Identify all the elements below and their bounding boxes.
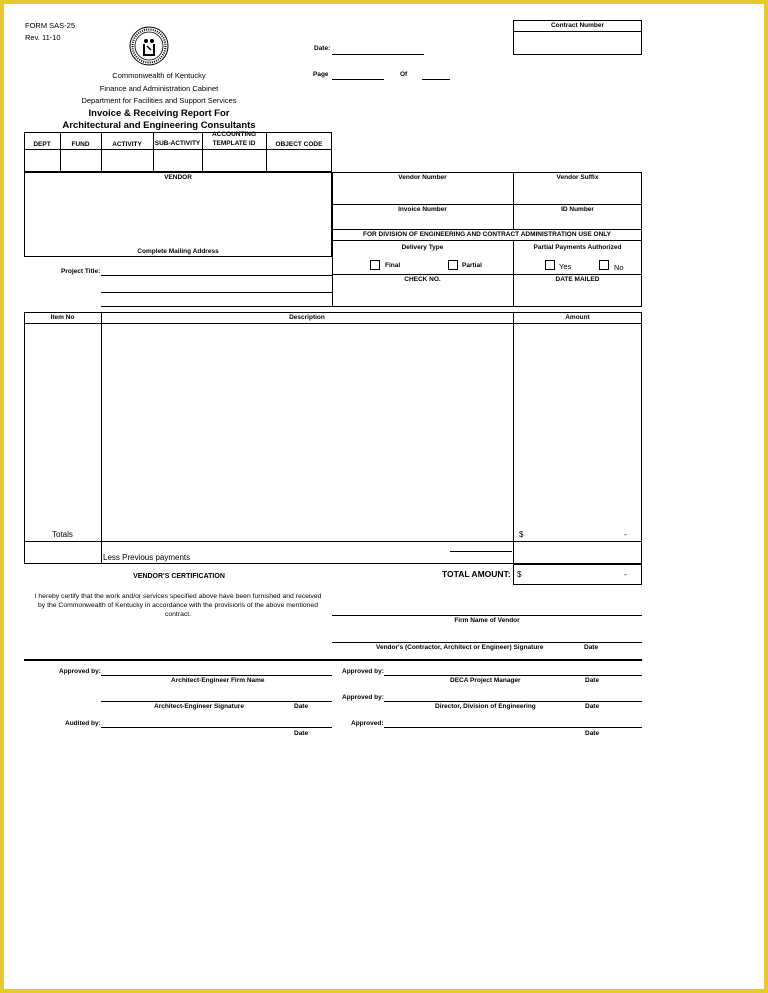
vendor-label: VENDOR <box>164 174 192 181</box>
fund-field[interactable] <box>61 150 101 172</box>
of-field[interactable] <box>422 79 450 80</box>
total-dollar: $ <box>517 570 522 579</box>
contract-number-divider <box>513 31 642 32</box>
totals-dollar: $ <box>519 530 524 539</box>
check-no-label: CHECK NO. <box>404 276 441 283</box>
item-no-column[interactable] <box>25 324 101 520</box>
total-amount-label: TOTAL AMOUNT: <box>442 569 511 579</box>
mailing-address-label: Complete Mailing Address <box>137 248 219 255</box>
form-title-line-2: Architectural and Engineering Consultants <box>62 120 256 131</box>
ae-firm-name-label: Architect-Engineer Firm Name <box>171 677 265 684</box>
total-amount-box[interactable] <box>513 564 642 585</box>
deca-manager-label: DECA Project Manager <box>450 677 521 684</box>
date-mailed-field[interactable] <box>514 284 642 307</box>
division-use-label: FOR DIVISION OF ENGINEERING AND CONTRACT ADMINISTRATION USE ONLY <box>363 231 611 238</box>
director-line[interactable] <box>384 701 642 702</box>
template-id-label-2: TEMPLATE ID <box>212 140 256 147</box>
less-previous-amount-field[interactable] <box>514 542 642 564</box>
object-code-field[interactable] <box>267 150 332 172</box>
form-page <box>4 4 764 989</box>
vendor-signature-date-label: Date <box>584 644 599 651</box>
audited-by-label: Audited by: <box>65 720 101 727</box>
form-revision: Rev. 11-10 <box>25 33 61 42</box>
page-label: Page <box>313 71 329 78</box>
kentucky-seal-icon <box>129 26 169 66</box>
approved-line[interactable] <box>384 727 642 728</box>
contract-number-label: Contract Number <box>550 22 605 29</box>
id-number-field[interactable] <box>514 214 642 229</box>
row-divider <box>101 541 102 564</box>
delivery-type-label: Delivery Type <box>401 244 444 251</box>
amount-column[interactable] <box>514 324 642 520</box>
header-line-3: Department for Facilities and Support Services <box>81 96 237 105</box>
certification-line-2: by the Commonwealth of Kentucky in accordance with the provisions of the above mentioned <box>38 602 318 609</box>
project-title-label: Project Title: <box>61 268 101 275</box>
partial-checkbox[interactable] <box>448 260 458 270</box>
dept-label: DEPT <box>33 141 51 148</box>
audited-by-line[interactable] <box>101 727 332 728</box>
date-field[interactable] <box>332 54 424 55</box>
ae-signature-date-label: Date <box>294 703 309 710</box>
dept-field[interactable] <box>24 150 60 172</box>
ae-signature-label: Architect-Engineer Signature <box>154 703 244 710</box>
description-column[interactable] <box>102 324 513 520</box>
grid-divider <box>332 274 642 275</box>
vendor-box[interactable] <box>24 172 332 257</box>
partial-label: Partial <box>462 262 482 269</box>
check-no-field[interactable] <box>333 284 513 307</box>
less-previous-label: Less Previous payments <box>103 553 191 562</box>
template-id-field[interactable] <box>203 150 266 172</box>
approved-date-label: Date <box>585 730 600 737</box>
template-id-label-1: ACCOUNTING <box>211 131 257 138</box>
certification-line-1: I hereby certify that the work and/or services specified above have been furnished and received <box>34 593 322 600</box>
section-separator <box>24 659 642 661</box>
activity-field[interactable] <box>102 150 153 172</box>
vendor-suffix-field[interactable] <box>514 182 642 204</box>
firm-name-line[interactable] <box>332 615 642 616</box>
header-line-1: Commonwealth of Kentucky <box>112 71 206 80</box>
sub-activity-label: SUB-ACTIVITY <box>154 140 201 147</box>
firm-name-label: Firm Name of Vendor <box>454 617 520 624</box>
grid-divider <box>332 240 642 241</box>
fund-label: FUND <box>71 141 90 148</box>
form-title-line-1: Invoice & Receiving Report For <box>88 108 230 119</box>
ae-firm-name-line[interactable] <box>101 675 332 676</box>
vendor-signature-label: Vendor's (Contractor, Architect or Engineer) Signature <box>376 644 544 651</box>
director-date-label: Date <box>585 703 600 710</box>
project-title-line-3[interactable] <box>101 306 332 307</box>
approved-label: Approved: <box>351 720 384 727</box>
vendor-number-label: Vendor Number <box>398 174 447 181</box>
final-checkbox[interactable] <box>370 260 380 270</box>
grid-divider <box>332 204 642 205</box>
final-label: Final <box>385 262 401 269</box>
project-title-line-2[interactable] <box>101 292 332 293</box>
certification-line-3: contract. <box>164 611 192 618</box>
partial-payments-label: Partial Payments Authorized <box>533 244 622 251</box>
total-amount-value: - <box>624 570 627 579</box>
id-number-label: ID Number <box>561 206 594 213</box>
date-label: Date: <box>314 45 331 52</box>
approved-by-label-2: Approved by: <box>342 668 384 675</box>
vendor-number-field[interactable] <box>333 182 513 204</box>
invoice-number-field[interactable] <box>333 214 513 229</box>
of-label: Of <box>400 71 408 78</box>
amount-header: Amount <box>565 314 590 321</box>
header-line-2: Finance and Administration Cabinet <box>99 84 219 93</box>
deca-manager-line[interactable] <box>384 675 642 676</box>
date-mailed-label: DATE MAILED <box>555 276 600 283</box>
vendor-signature-line[interactable] <box>332 642 642 643</box>
audited-by-date-label: Date <box>294 730 309 737</box>
approved-by-label-3: Approved by: <box>342 694 384 701</box>
less-previous-line[interactable] <box>450 551 512 552</box>
form-id: FORM SAS-25 <box>25 21 76 30</box>
yes-checkbox[interactable] <box>545 260 555 270</box>
totals-amount: - <box>624 530 627 539</box>
ae-signature-line[interactable] <box>101 701 332 702</box>
yes-label: Yes <box>559 262 572 271</box>
approved-by-label-1: Approved by: <box>59 668 101 675</box>
activity-label: ACTIVITY <box>112 141 142 148</box>
director-label: Director, Division of Engineering <box>435 703 536 710</box>
deca-manager-date-label: Date <box>585 677 600 684</box>
totals-label: Totals <box>52 530 73 539</box>
no-checkbox[interactable] <box>599 260 609 270</box>
vendor-suffix-label: Vendor Suffix <box>556 174 599 181</box>
object-code-label: OBJECT CODE <box>275 141 323 148</box>
invoice-number-label: Invoice Number <box>398 206 447 213</box>
item-no-header: Item No <box>50 314 75 321</box>
description-header: Description <box>289 314 325 321</box>
grid-divider <box>332 229 642 230</box>
sub-activity-field[interactable] <box>154 150 202 172</box>
project-title-line-1[interactable] <box>101 275 332 276</box>
page-field[interactable] <box>332 79 384 80</box>
certification-title: VENDOR'S CERTIFICATION <box>133 573 225 580</box>
no-label: No <box>614 263 624 272</box>
